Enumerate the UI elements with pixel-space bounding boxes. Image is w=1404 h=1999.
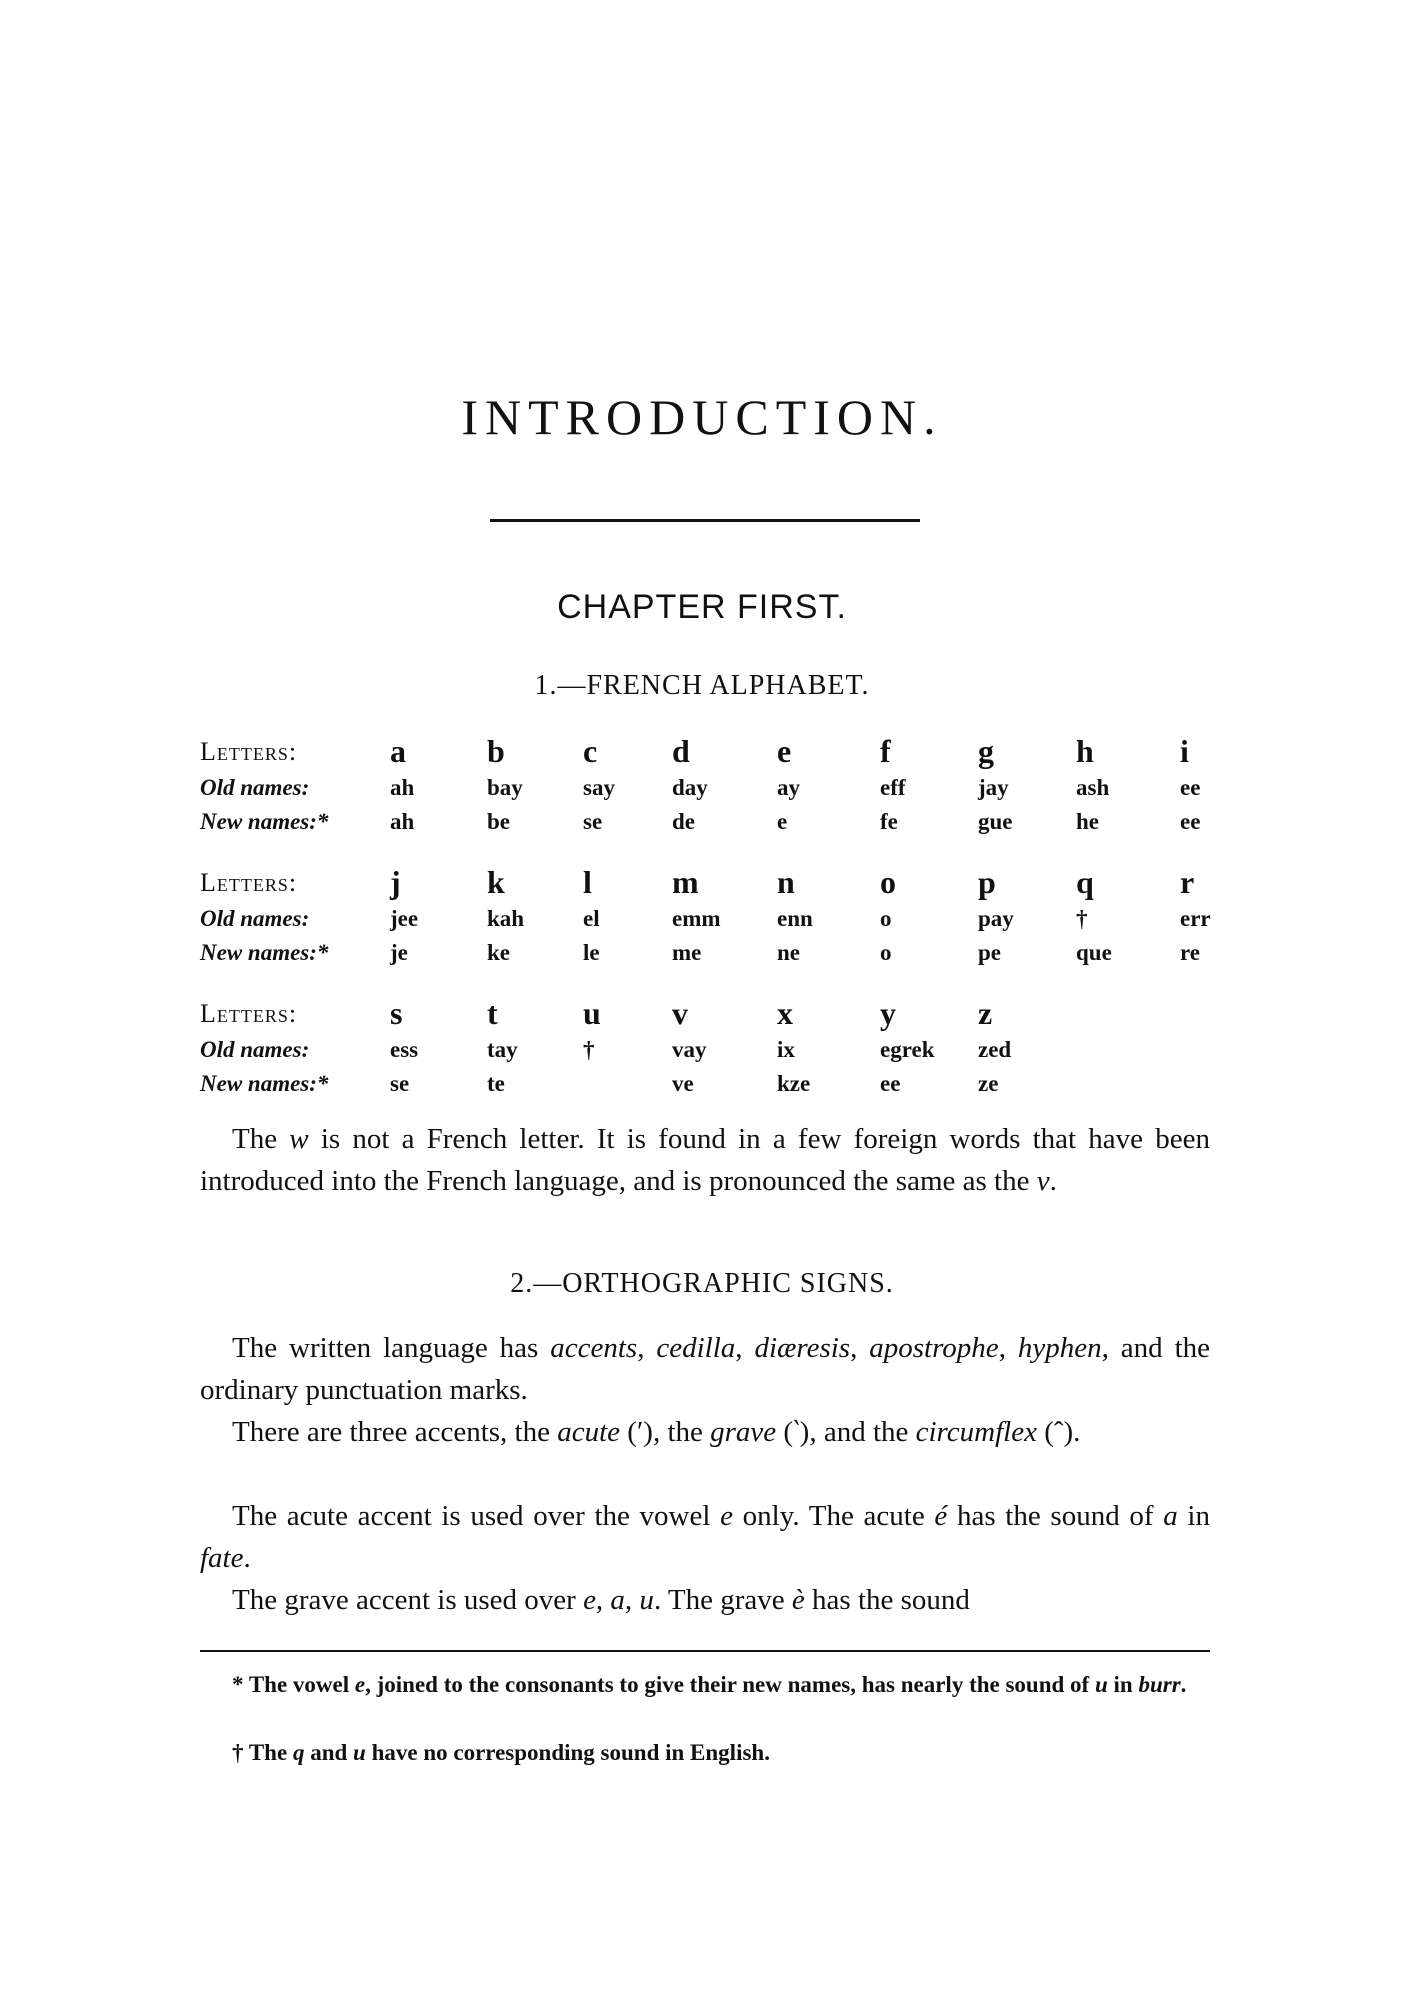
old-name-cell: jee [390,906,419,931]
alphabet-letter: t [487,995,498,1031]
text-run: , [735,1332,755,1364]
new-name-cell: re [1180,940,1201,965]
text-run: , [850,1332,870,1364]
text-run: , joined to the consonants to give their new names, has nearly the sound of [365,1672,1095,1697]
alphabet-letter: c [583,733,598,769]
text-run: (′), the [620,1416,711,1448]
text-run: only. The acute [733,1500,935,1532]
text-run: The acute accent is used over the vowel [232,1500,721,1532]
row-label: Letters: [200,737,298,766]
new-name-cell: je [390,940,408,965]
old-name-cell: eff [880,775,906,800]
new-name-cell: be [487,809,510,834]
alphabet-letter: r [1180,864,1195,900]
paragraph-signs [200,1327,1210,1411]
alphabet-letter: l [583,864,592,900]
paragraph-w-letter [200,1118,1210,1202]
alphabet-letter: u [583,995,601,1031]
letters-row [200,735,1220,775]
alphabet-group [200,997,1220,1105]
letters-row [200,866,1220,906]
old-name-cell: ay [777,775,800,800]
text-run: in [1177,1500,1210,1532]
old-name-cell: vay [672,1037,707,1062]
italic-term: u [353,1740,366,1765]
new-name-cell: kze [777,1071,811,1096]
italic-term: circumflex [915,1416,1037,1448]
new-name-cell: pe [978,940,1001,965]
alphabet-letter: b [487,733,505,769]
italic-term: e, a, u [583,1584,654,1616]
italic-term: diæresis [754,1332,851,1364]
old-name-cell: ix [777,1037,795,1062]
italic-term: é [934,1500,948,1532]
old-names-row [200,906,1220,940]
alphabet-letter: x [777,995,793,1031]
text-run: * The vowel [232,1672,355,1697]
section-heading-alphabet: 1.—FRENCH ALPHABET. [534,670,870,701]
text-run: , and the ordinary punctuation marks. [200,1332,1210,1406]
italic-term: cedilla [656,1332,736,1364]
footnote-dagger [200,1736,1210,1770]
text-run: The written language has [232,1332,551,1364]
text-run: . [1180,1672,1187,1697]
text-run: in [1107,1672,1139,1697]
old-name-cell: ess [390,1037,419,1062]
old-name-cell: tay [487,1037,518,1062]
old-name-cell: ee [1180,775,1201,800]
italic-term: accents [550,1332,638,1364]
italic-term: hyphen [1017,1332,1102,1364]
new-name-cell: gue [978,809,1013,834]
old-name-cell: jay [978,775,1009,800]
alphabet-letter: z [978,995,993,1031]
new-names-row [200,940,1220,974]
chapter-heading: CHAPTER FIRST. [557,588,847,626]
text-run: There are three accents, the [232,1416,558,1448]
italic-term: burr [1138,1672,1181,1697]
new-name-cell: te [487,1071,505,1096]
old-name-cell: pay [978,906,1014,931]
text-run: . The grave [653,1584,792,1616]
new-name-cell: me [672,940,702,965]
alphabet-letter: a [390,733,406,769]
new-names-row [200,809,1220,843]
old-names-row [200,775,1220,809]
section-heading-orthographic-signs: 2.—ORTHOGRAPHIC SIGNS. [510,1268,894,1299]
old-name-cell: ah [390,775,415,800]
italic-term: e [720,1500,733,1532]
alphabet-letter: m [672,864,699,900]
text-run: The [232,1123,290,1155]
italic-term: apostrophe [869,1332,999,1364]
text-run: have no corresponding sound in English. [365,1740,770,1765]
alphabet-letter: y [880,995,896,1031]
new-name-cell: ze [978,1071,999,1096]
text-run: has the sound [804,1584,970,1616]
new-name-cell: he [1076,809,1099,834]
alphabet-letter: v [672,995,688,1031]
alphabet-letter: g [978,733,994,769]
new-name-cell: ee [1180,809,1201,834]
new-name-cell: ah [390,809,415,834]
text-run: † The [232,1740,293,1765]
paragraph-accents [200,1411,1210,1453]
new-name-cell: se [390,1071,410,1096]
italic-term: v [1036,1165,1050,1197]
alphabet-letter: s [390,995,403,1031]
old-name-cell: kah [487,906,525,931]
italic-term: e [354,1672,366,1697]
alphabet-letter: d [672,733,690,769]
text-run: , [998,1332,1018,1364]
old-name-cell: day [672,775,708,800]
text-run: (‵), and the [776,1416,916,1448]
old-name-cell: † [583,1037,595,1062]
new-names-row [200,1071,1220,1105]
old-name-cell: zed [978,1037,1012,1062]
row-label: Old names: [200,775,310,800]
old-name-cell: o [880,906,892,931]
new-name-cell: ee [880,1071,901,1096]
old-name-cell: enn [777,906,813,931]
alphabet-letter: i [1180,733,1189,769]
new-name-cell: se [583,809,603,834]
text-run: The grave accent is used over [232,1584,584,1616]
footnote-rule [200,1650,1210,1652]
alphabet-letter: e [777,733,792,769]
old-name-cell: † [1076,906,1088,931]
italic-term: q [292,1740,305,1765]
italic-term: u [1094,1672,1108,1697]
alphabet-letter: h [1076,733,1094,769]
italic-term: grave [710,1416,777,1448]
italic-term: fate [200,1542,244,1574]
row-label: Letters: [200,999,298,1028]
text-run: , [637,1332,657,1364]
row-label: New names:* [200,1071,329,1096]
text-run: is not a French letter. It is found in a few foreign words that have been introduced into the French language, and is pronounced the same as the [200,1123,1210,1197]
new-name-cell: que [1076,940,1112,965]
italic-term: a [1163,1500,1178,1532]
old-names-row [200,1037,1220,1071]
old-name-cell: el [583,906,600,931]
new-name-cell: ke [487,940,510,965]
alphabet-group [200,735,1220,843]
alphabet-letter: n [777,864,795,900]
text-run: . [1049,1165,1057,1197]
row-label: New names:* [200,940,329,965]
new-name-cell: fe [880,809,898,834]
new-name-cell: o [880,940,892,965]
new-name-cell: le [583,940,600,965]
row-label: Old names: [200,1037,310,1062]
old-name-cell: say [583,775,615,800]
text-run: (ˆ). [1036,1416,1081,1448]
text-run: and [304,1740,354,1765]
row-label: Old names: [200,906,310,931]
row-label: Letters: [200,868,298,897]
alphabet-letter: p [978,864,996,900]
old-name-cell: egrek [880,1037,935,1062]
paragraph-acute [200,1495,1210,1579]
alphabet-letter: o [880,864,896,900]
row-label: New names:* [200,809,329,834]
new-name-cell: ne [777,940,800,965]
title-rule [490,519,920,522]
old-name-cell: emm [672,906,721,931]
footnote-asterisk [200,1668,1210,1702]
italic-term: è [791,1584,805,1616]
alphabet-letter: f [880,733,891,769]
paragraph-grave [200,1579,1210,1621]
alphabet-letter: q [1076,864,1094,900]
italic-term: acute [557,1416,621,1448]
text-run: . [243,1542,251,1574]
letters-row [200,997,1220,1037]
old-name-cell: ash [1076,775,1110,800]
new-name-cell: e [777,809,788,834]
text-run: has the sound of [947,1500,1164,1532]
old-name-cell: err [1180,906,1211,931]
italic-term: w [289,1123,309,1155]
page-title: INTRODUCTION. [461,389,943,445]
new-name-cell: ve [672,1071,694,1096]
alphabet-letter: j [390,864,401,900]
old-name-cell: bay [487,775,523,800]
alphabet-group [200,866,1220,974]
new-name-cell: de [672,809,695,834]
alphabet-letter: k [487,864,505,900]
